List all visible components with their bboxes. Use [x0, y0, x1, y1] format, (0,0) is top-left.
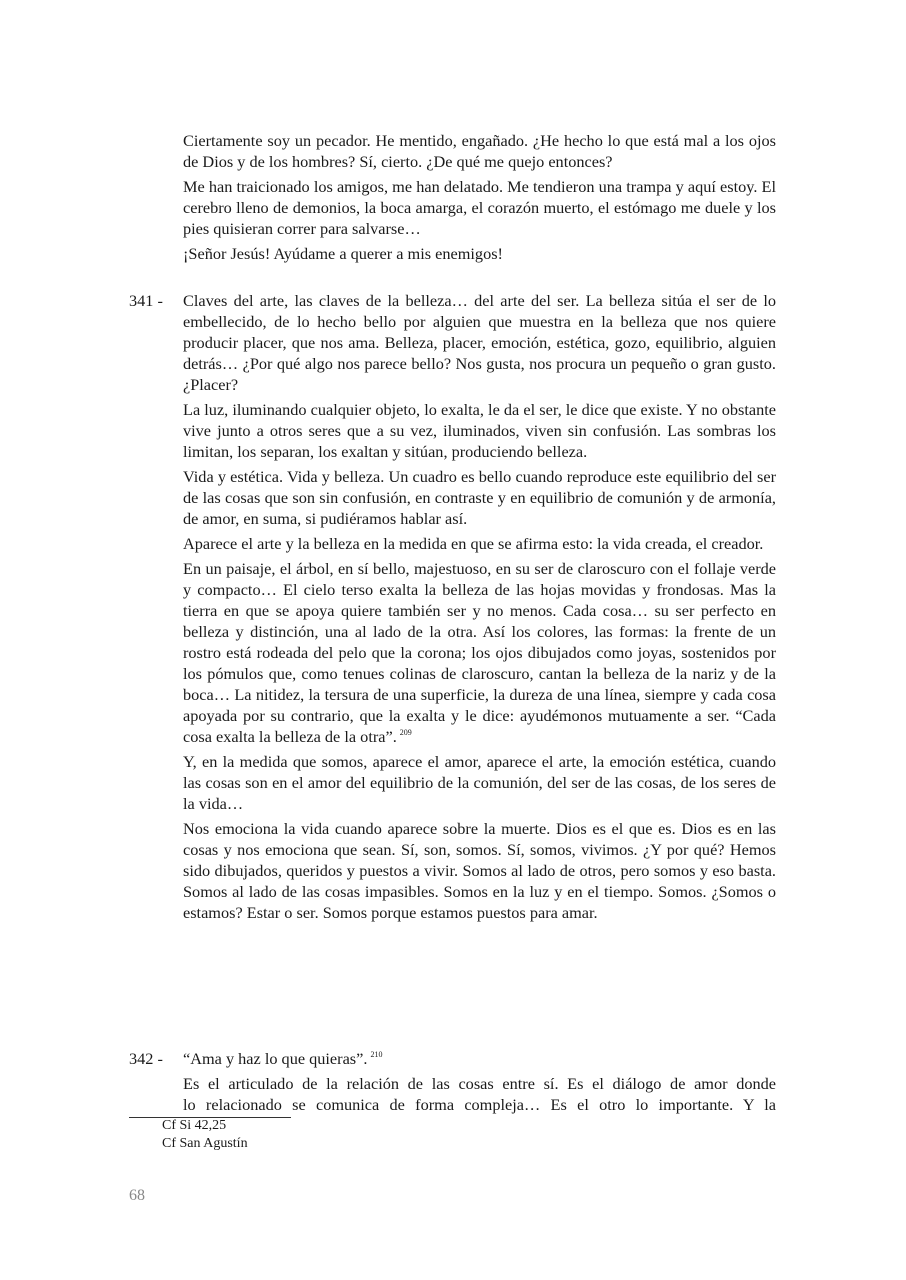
body-paragraph: Aparece el arte y la belleza en la medida en que se afirma esto: la vida creada, el creador.: [183, 534, 764, 553]
quote-text: “Ama y haz lo que quieras”.: [183, 1049, 368, 1068]
body-paragraph: Ciertamente soy un pecador. He mentido, engañado. ¿He hecho lo que está mal a los ojos de Dios y de los hombres? Sí, cierto. ¿De qué me quejo entonces?: [183, 131, 776, 171]
body-paragraph: Vida y estética. Vida y belleza. Un cuadro es bello cuando reproduce este equilibrio del ser de las cosas que son sin confusión, en contraste y en equilibrio de comunión y de armonía, de amor, en suma, si pudiéramos hablar así.: [183, 467, 776, 528]
footnotes: [162, 1117, 248, 1153]
section-number-342: 342 -: [129, 1049, 163, 1068]
footnote-ref-209: 209: [399, 728, 412, 737]
landscape-paragraph-text: En un paisaje, el árbol, en sí bello, majestuoso, en su ser de claroscuro con el follaje verde y compacto… El cielo terso exalta la belleza de las hojas movidas y frondosas. Mas la tierra en que se apoya quiere también ser y no menos. Cada cosa… su ser perfecto en belleza y distinción, una al lado de la otra. Así los colores, las formas: la frente de un rostro está rodeada del pelo que la corona; los ojos dibujados como joyas, sostenidos por los pómulos que, como tenues colinas de claroscuro, cantan la belleza de la nariz y de la boca… La nitidez, la tersura de una superficie, la dureza de una línea, siempre y cada cosa apoyada por su contrario, que la exalta y le dice: ayudémonos mutuamente a ser. “Cada cosa exalta la belleza de la otra”.: [183, 559, 776, 746]
body-paragraph: Me han traicionado los amigos, me han delatado. Me tendieron una trampa y aquí estoy. El cerebro lleno de demonios, la boca amarga, el corazón muerto, el estómago me duele y los pies quisieran correr para salvarse…: [183, 177, 776, 238]
quote-paragraph: [183, 1048, 776, 1069]
footnote-ref-210: 210: [370, 1050, 383, 1059]
body-paragraph: [183, 558, 776, 747]
section-342: [183, 1048, 776, 1115]
body-paragraph: ¡Señor Jesús! Ayúdame a querer a mis enemigos!: [183, 244, 503, 263]
body-paragraph-line: lo relacionado se comunica de forma compleja… Es el otro lo importante. Y la: [183, 1095, 776, 1114]
body-paragraph: Y, en la medida que somos, aparece el amor, aparece el arte, la emoción estética, cuando las cosas son en el amor del equilibrio de la comunión, del ser de las cosas, de los seres de la vida…: [183, 752, 776, 813]
section-number-341: 341 -: [129, 291, 163, 310]
intro-block: [183, 130, 776, 264]
body-paragraph: Claves del arte, las claves de la belleza… del arte del ser. La belleza sitúa el ser de lo embellecido, de lo hecho bello por alguien que muestra en la belleza que nos quiere producir placer, que nos ama. Belleza, placer, emoción, estética, gozo, equilibrio, alguien detrás… ¿Por qué algo nos parece bello? Nos gusta, nos procura un pequeño o gran gusto. ¿Placer?: [183, 291, 776, 394]
body-paragraph-line: Es el articulado de la relación de las cosas entre sí. Es el diálogo de amor donde: [183, 1074, 776, 1093]
page-number: 68: [129, 1187, 145, 1204]
footnote-209: Cf Si 42,25: [162, 1118, 227, 1133]
section-341: [183, 290, 776, 923]
body-paragraph: Nos emociona la vida cuando aparece sobre la muerte. Dios es el que es. Dios es en las cosas y nos emociona que sean. Sí, son, somos. Sí, somos, vivimos. ¿Y por qué? Hemos sido dibujados, queridos y puestos a vivir. Somos al lado de otros, pero somos y eso basta. Somos al lado de las cosas impasibles. Somos en la luz y en el tiempo. Somos. ¿Somos o estamos? Estar o ser. Somos porque estamos puestos para amar.: [183, 819, 776, 922]
body-paragraph: La luz, iluminando cualquier objeto, lo exalta, le da el ser, le dice que existe. Y no obstante vive junto a otros seres que a su vez, iluminados, viven sin confusión. Las sombras los limitan, los separan, los exaltan y sitúan, produciendo belleza.: [183, 400, 776, 461]
footnote-210: Cf San Agustín: [162, 1136, 248, 1151]
